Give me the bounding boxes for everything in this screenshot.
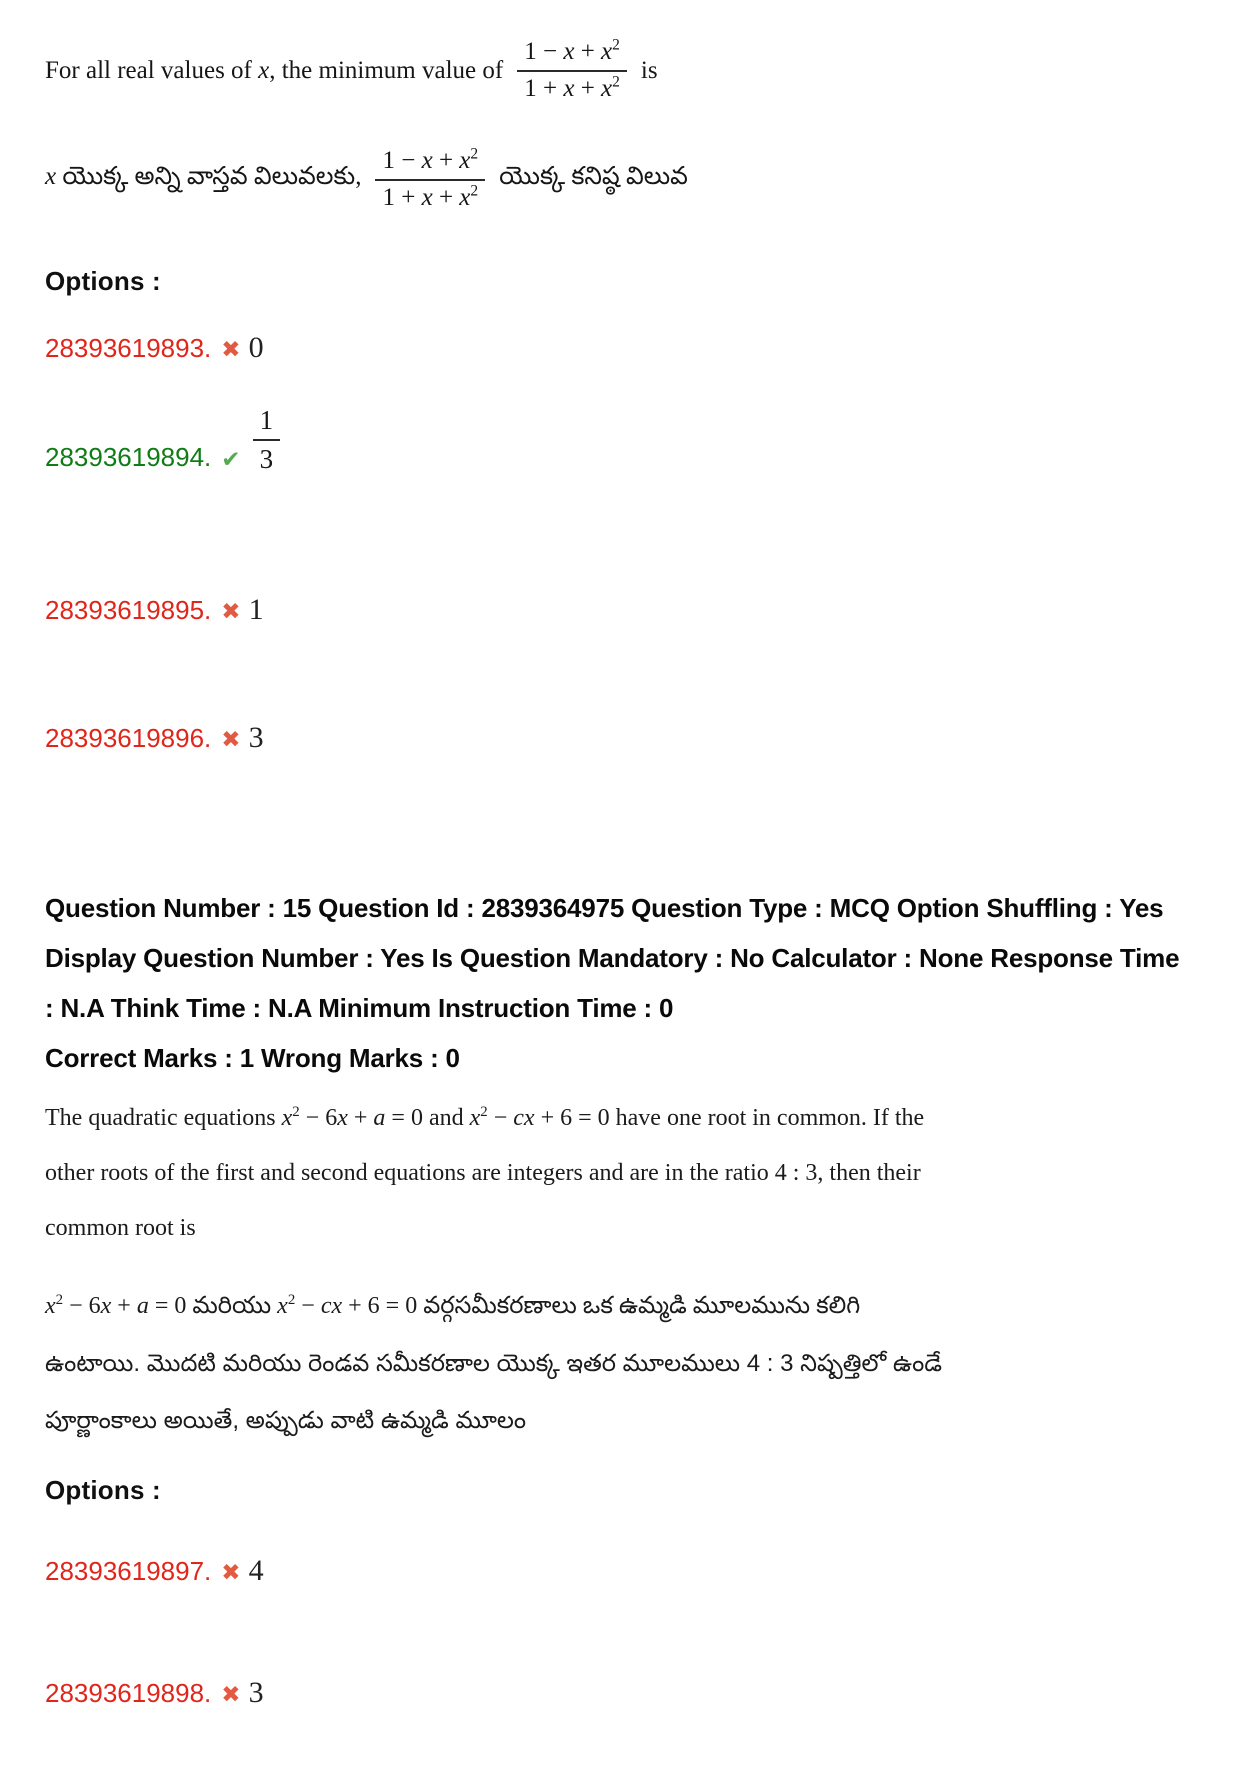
- option-id: 28393619895.: [45, 595, 212, 626]
- q15-question-telugu: [45, 1278, 1200, 1449]
- q14-fraction-english: [517, 38, 627, 104]
- q15-question-english: [45, 1091, 1200, 1256]
- cross-icon: ✖: [221, 337, 241, 363]
- option-id: 28393619898.: [45, 1678, 212, 1709]
- option-row: [45, 721, 1200, 755]
- question-14-block: [45, 24, 1200, 755]
- fraction-numerator: $1 - x + x^2$: [375, 147, 485, 181]
- question-text-line: The quadratic equations $x^2 - 6x + a = 0$ and $x^2$ − cx + 6 = 0 have one root in common. If the: [45, 1104, 925, 1132]
- option-row: [45, 593, 1200, 627]
- options-heading: Options :: [45, 1475, 161, 1506]
- q14-fraction-telugu: [375, 147, 485, 213]
- q14-question-english: [45, 24, 1200, 118]
- question-metadata: [45, 883, 1200, 1033]
- metadata-line: : N.A Think Time : N.A Minimum Instruction Time : 0: [45, 993, 674, 1024]
- option-row: [45, 405, 1200, 475]
- options-heading: Options :: [45, 266, 161, 296]
- option-value: 0: [248, 331, 264, 364]
- question-15-block: [45, 883, 1200, 1710]
- question-text-line: పూర్ణాంకాలు అయితే, అప్పుడు వాటి ఉమ్మడి మూలం: [45, 1407, 527, 1435]
- q14-telugu-suffix: యొక్క కనిష్ఠ విలువ: [499, 163, 688, 190]
- option-row: [45, 1676, 1200, 1710]
- q14-english-text: For all real values of x, the minimum value of: [45, 57, 504, 84]
- option-row: [45, 331, 1200, 365]
- option-row: [45, 1554, 1200, 1588]
- option-value: 4: [248, 1554, 264, 1588]
- metadata-line: Display Question Number : Yes Is Question Mandatory : No Calculator : None Response Time: [45, 943, 1180, 974]
- option-id: 28393619897.: [45, 1556, 212, 1587]
- fraction-denominator: $1 + x + x^2$: [524, 73, 620, 102]
- check-icon: ✔: [221, 447, 241, 474]
- option-value: 3: [248, 721, 264, 755]
- option-id: 28393619893.: [45, 333, 212, 363]
- fraction-denominator: $1 + x + x^2$: [382, 182, 479, 211]
- cross-icon: ✖: [221, 599, 241, 626]
- option-value: 1: [248, 593, 264, 627]
- fraction-denominator: 3: [259, 444, 274, 475]
- fraction-numerator: 1: [253, 405, 281, 441]
- cross-icon: ✖: [221, 1682, 241, 1709]
- q14-english-suffix: is: [640, 57, 658, 84]
- q14-question-telugu: [45, 134, 1200, 226]
- answer-key-page: [45, 24, 1200, 1710]
- cross-icon: ✖: [221, 727, 241, 754]
- marks-line: Correct Marks : 1 Wrong Marks : 0: [45, 1043, 460, 1074]
- question-text-line: $x^2 - 6x + a = 0$ మరియు $x^2$ − cx + 6 = 0 వర్గసమీకరణాలు ఒక ఉమ్మడి మూలమును కలిగి: [45, 1292, 861, 1320]
- question-text-line: ఉంటాయి. మొదటి మరియు రెండవ సమీకరణాల యొక్క ఇతర మూలములు 4 : 3 నిష్పత్తిలో ఉండే: [45, 1350, 942, 1378]
- q14-telugu-text: x యొక్క అన్ని వాస్తవ విలువలకు,: [45, 163, 362, 190]
- option-value: 3: [248, 1676, 264, 1710]
- metadata-line: Question Number : 15 Question Id : 2839364975 Question Type : MCQ Option Shuffling : Yes: [45, 893, 1164, 924]
- option-id: 28393619896.: [45, 723, 212, 754]
- cross-icon: ✖: [221, 1560, 241, 1587]
- option-id: 28393619894.: [45, 442, 212, 473]
- question-text-line: other roots of the first and second equations are integers and are in the ratio 4 : 3, then their: [45, 1160, 921, 1187]
- fraction-numerator: $1 - x + x^2$: [517, 38, 627, 72]
- question-text-line: common root is: [45, 1215, 196, 1242]
- option-value-fraction: [253, 405, 281, 475]
